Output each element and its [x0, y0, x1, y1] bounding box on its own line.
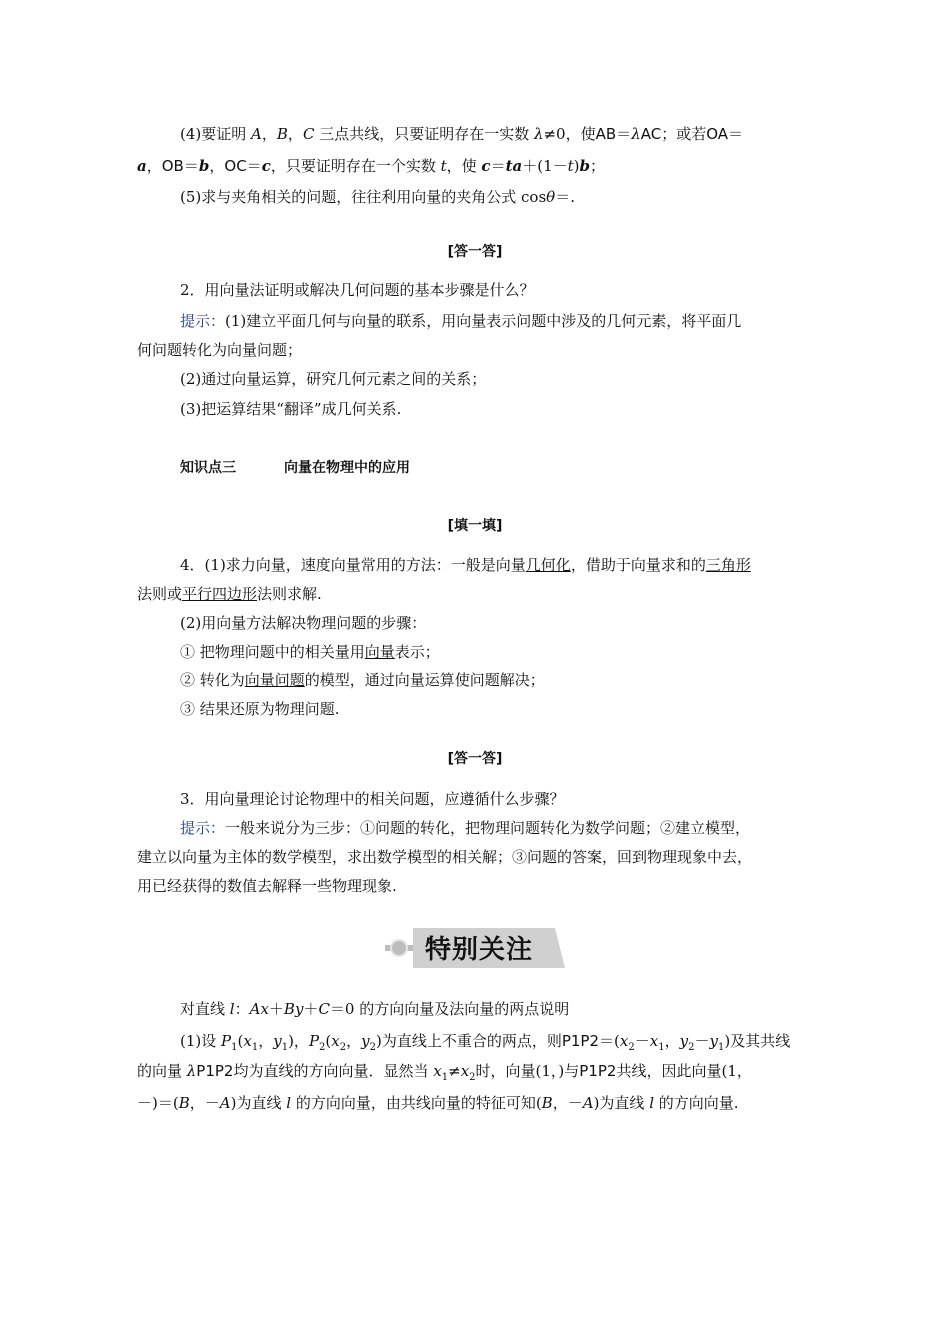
line-point-1: (1)设 $P_1(x_1$，$y_1$)，$P_2(x_2$，$y_2$)为直线上不重合的两点，则$P1P2=(x_2-x_1$，$y_2-y_1$)及其共线 — [180, 1032, 791, 1053]
fill-heading: [填一填] — [447, 518, 503, 534]
item-4b-line3: (2)用向量方法解决物理问题的步骤： — [180, 614, 427, 632]
special-attention-banner — [385, 926, 565, 970]
item-4-line1: (4)要证明 A，B，C 三点共线，只要证明存在一实数 λ≠0，使AB＝λAC；或若OA＝ — [180, 125, 744, 143]
hint-2-line4: (3)把运算结果“翻译”成几何关系. — [180, 400, 402, 418]
knowledge-point-heading — [180, 454, 820, 482]
step-2: ② 转化为向量问题的模型，通过向量运算使问题解决； — [180, 671, 545, 689]
line-point-1-end: －)＝(B，－A)为直线 l 的方向向量，由共线向量的特征可知(B，－A)为直线 l 的方向向量. — [137, 1094, 739, 1112]
hint-3-line3: 用已经获得的数值去解释一些物理现象. — [137, 877, 397, 895]
item-4b-line1: 4．(1)求力向量，速度向量常用的方法：一般是向量几何化，借助于向量求和的三角形 — [180, 556, 751, 574]
special-attention-title: 特别关注 — [425, 935, 534, 965]
hint-label: 提示： — [180, 819, 226, 837]
line-intro: 对直线 l：Ax＋By＋C＝0 的方向向量及法向量的两点说明 — [180, 1000, 570, 1018]
step-1: ① 把物理问题中的相关量用向量表示； — [180, 643, 440, 661]
hint-label: 提示： — [180, 312, 226, 330]
knowledge-point-title: 向量在物理中的应用 — [284, 460, 410, 476]
answer-heading-2: [答一答] — [447, 751, 503, 767]
step-3: ③ 结果还原为物理问题. — [180, 700, 340, 718]
answer-heading-1: [答一答] — [447, 244, 503, 260]
item-5: (5)求与夹角相关的问题，往往利用向量的夹角公式 cosθ＝. — [180, 188, 575, 206]
hint-2-line1: 提示：(1)建立平面几何与向量的联系，用向量表示问题中涉及的几何元素，将平面几 — [180, 312, 742, 330]
item-4-line2: a，OB＝b，OC＝c，只要证明存在一个实数 t，使 c＝ta＋(1－t)b； — [137, 157, 606, 175]
hint-2-line2: 何问题转化为向量问题； — [137, 341, 303, 359]
question-2: 2．用向量法证明或解决几何问题的基本步骤是什么？ — [180, 281, 535, 299]
hint-3-line1: 提示：一般来说分为三步：①问题的转化，把物理问题转化为数学问题；②建立模型， — [180, 819, 751, 837]
hint-3-line2: 建立以向量为主体的数学模型，求出数学模型的相关解；③问题的答案，回到物理现象中去， — [137, 848, 753, 866]
hint-2-line3: (2)通过向量运算，研究几何元素之间的关系； — [180, 370, 487, 388]
line-point-1-cont: 的向量 λP1P2均为直线的方向向量．显然当 $x_1\ne x_2$时，向量(1，)与P1P2共线，因此向量(1， — [137, 1062, 752, 1083]
item-4b-line2: 法则或平行四边形法则求解. — [137, 585, 322, 603]
question-3: 3．用向量理论讨论物理中的相关问题，应遵循什么步骤？ — [180, 790, 565, 808]
knowledge-point-label: 知识点三 — [180, 460, 236, 476]
